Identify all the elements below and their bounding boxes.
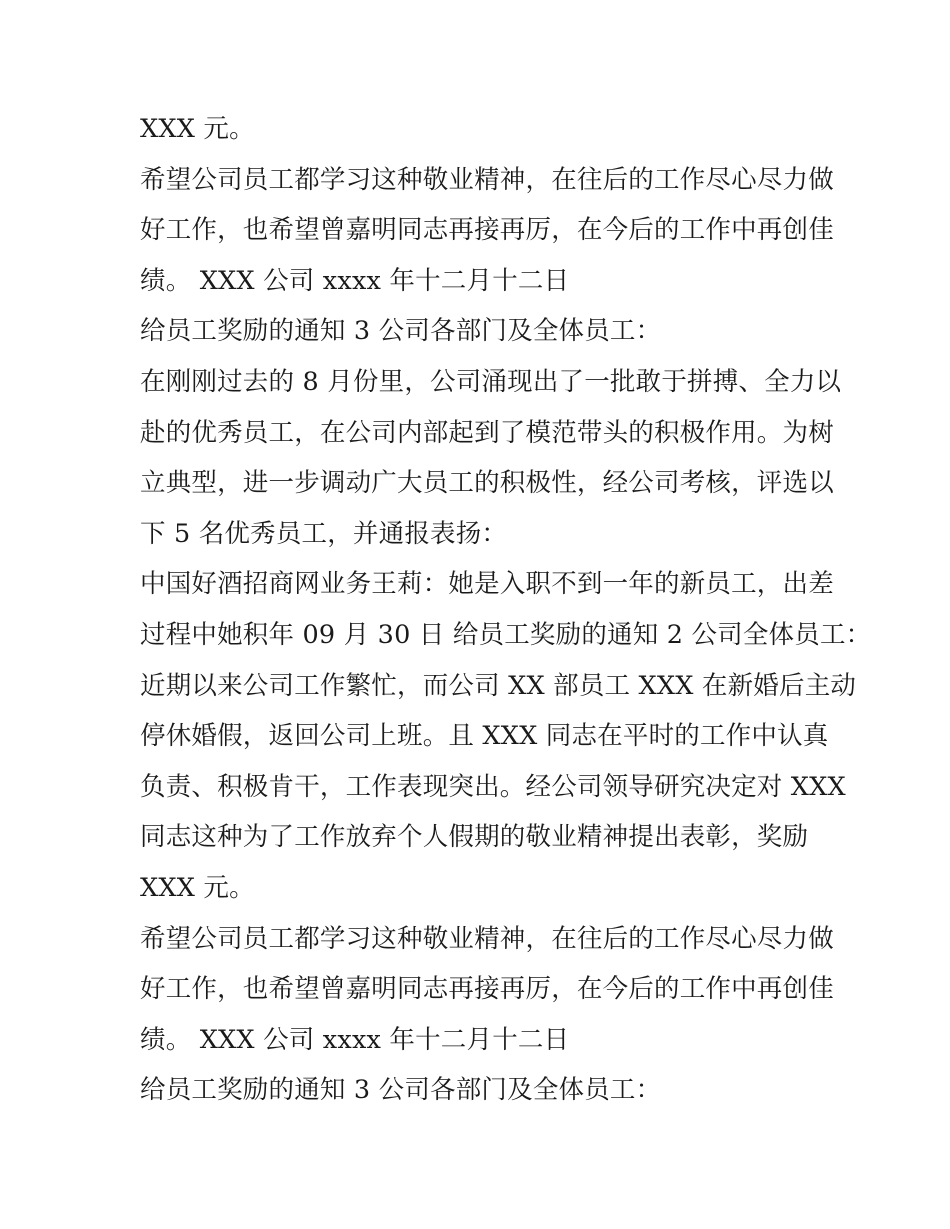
text-line-10: 中国好酒招商网业务王莉：她是入职不到一年的新员工，出差 bbox=[140, 569, 834, 600]
text-line-13: 停休婚假，返回公司上班。且 XXX 同志在平时的工作中认真 bbox=[140, 721, 829, 752]
text-line-15: 同志这种为了工作放弃个人假期的敬业精神提出表彰，奖励 bbox=[140, 822, 809, 853]
text-line-1: XXX 元。 bbox=[140, 114, 255, 144]
text-line-11: 过程中她积年 09 月 30 日 给员工奖励的通知 2 公司全体员工： bbox=[140, 619, 872, 650]
text-line-2: 希望公司员工都学习这种敬业精神，在往后的工作尽心尽力做 bbox=[140, 164, 834, 195]
text-line-17: 希望公司员工都学习这种敬业精神，在往后的工作尽心尽力做 bbox=[140, 923, 834, 954]
text-line-7: 赴的优秀员工，在公司内部起到了模范带头的积极作用。为树 bbox=[140, 417, 834, 448]
text-line-3: 好工作，也希望曾嘉明同志再接再厉，在今后的工作中再创佳 bbox=[140, 215, 834, 246]
text-line-4: 绩。 XXX 公司 xxxx 年十二月十二日 bbox=[140, 265, 570, 296]
text-line-14: 负责、积极肯干，工作表现突出。经公司领导研究决定对 XXX bbox=[140, 771, 846, 802]
document-body bbox=[140, 104, 872, 1116]
text-line-18: 好工作，也希望曾嘉明同志再接再厉，在今后的工作中再创佳 bbox=[140, 974, 834, 1005]
text-line-20: 给员工奖励的通知 3 公司各部门及全体员工： bbox=[140, 1075, 662, 1106]
text-line-8: 立典型，进一步调动广大员工的积极性，经公司考核，评选以 bbox=[140, 468, 834, 499]
text-line-6: 在刚刚过去的 8 月份里，公司涌现出了一批敢于拼搏、全力以 bbox=[140, 366, 842, 397]
text-line-5: 给员工奖励的通知 3 公司各部门及全体员工： bbox=[140, 316, 662, 347]
text-line-19: 绩。 XXX 公司 xxxx 年十二月十二日 bbox=[140, 1024, 570, 1055]
text-line-9: 下 5 名优秀员工，并通报表扬： bbox=[140, 518, 508, 549]
text-line-12: 近期以来公司工作繁忙，而公司 XX 部员工 XXX 在新婚后主动 bbox=[140, 670, 857, 701]
text-line-16: XXX 元。 bbox=[140, 872, 255, 903]
